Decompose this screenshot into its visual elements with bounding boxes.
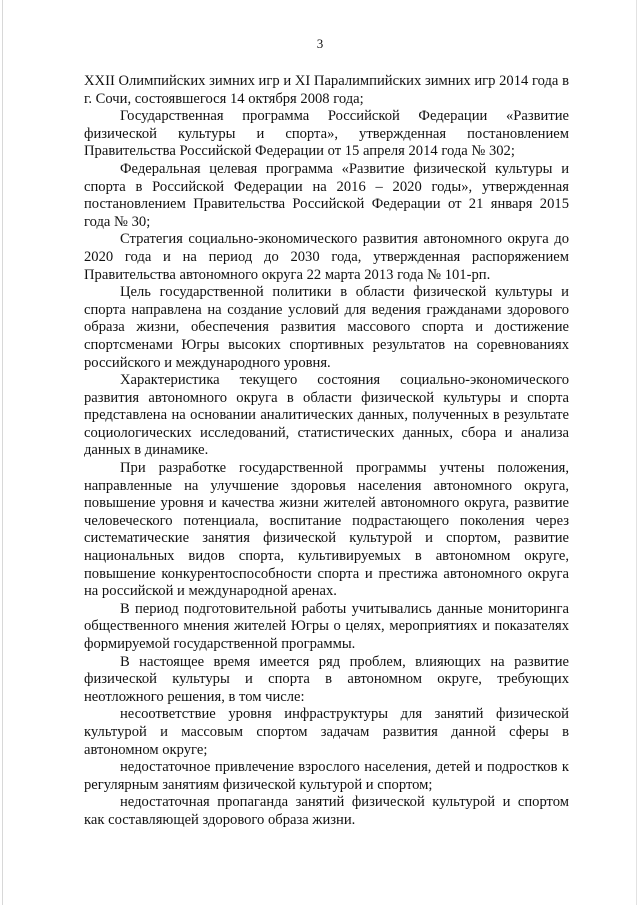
paragraph-policy-goal: Цель государственной политики в области физической культуры и спорта направлена на создание условий для ведения гражданами здорового образа жизни, обеспечения развития массового спорта и достижение спортсменами Югры высоких спортивных результатов на соревнованиях российского и международного уровня. <box>84 284 569 371</box>
paragraph-regional-strategy: Стратегия социально-экономического развития автономного округа до 2020 года и на период до 2030 года, утвержденная распоряжением Правительства автономного округа 22 марта 2013 года № 101-рп. <box>84 231 569 283</box>
paragraph-program-provisions: При разработке государственной программы учтены положения, направленные на улучшение здоровья населения автономного округа, повышение уровня и качества жизни жителей автономного округа, развитие человеческого потенциала, воспитание подрастающего поколения через систематические занятия физической культурой и спортом, развитие национальных видов спорта, культивируемых в автономном округе, повышение конкурентоспособности спорта и престижа автономного округа на российской и международной аренах. <box>84 460 569 600</box>
paragraph-problems-intro: В настоящее время имеется ряд проблем, влияющих на развитие физической культуры и спорта в автономном округе, требующих неотложного решения, в том числе: <box>84 653 569 705</box>
page-number: 3 <box>316 36 324 51</box>
paragraph-federal-target-program: Федеральная целевая программа «Развитие физической культуры и спорта в Российской Федерации на 2016 – 2020 годы», утвержденная постановлением Правительства Российской Федерации от 21 января 2015 года № 30; <box>84 160 569 230</box>
list-item-infrastructure: несоответствие уровня инфраструктуры для занятий физической культурой и массовым спортом задачам развития данной сферы в автономном округе; <box>84 706 569 758</box>
list-item-involvement: недостаточное привлечение взрослого населения, детей и подростков к регулярным занятиям физической культурой и спортом; <box>84 759 569 793</box>
document-body <box>84 73 569 830</box>
page-edge-left <box>2 0 3 905</box>
paragraph-current-state: Характеристика текущего состояния социально-экономического развития автономного округа в области физической культуры и спорта представлена на основании аналитических данных, полученных в результате социологических исследований, статистических данных, сбора и анализа данных в динамике. <box>84 372 569 459</box>
paragraph-olympics-decree: XXII Олимпийских зимних игр и XI Паралимпийских зимних игр 2014 года в г. Сочи, состоявшегося 14 октября 2008 года; <box>84 73 569 107</box>
list-item-promotion: недостаточная пропаганда занятий физической культурой и спортом как составляющей здорового образа жизни. <box>84 794 569 828</box>
paragraph-monitoring: В период подготовительной работы учитывались данные мониторинга общественного мнения жителей Югры о целях, мероприятиях и показателях формируемой государственной программы. <box>84 600 569 652</box>
paragraph-state-program-rf: Государственная программа Российской Федерации «Развитие физической культуры и спорта», утвержденная постановлением Правительства Российской Федерации от 15 апреля 2014 года № 302; <box>84 108 569 160</box>
page-edge-right <box>636 0 637 905</box>
